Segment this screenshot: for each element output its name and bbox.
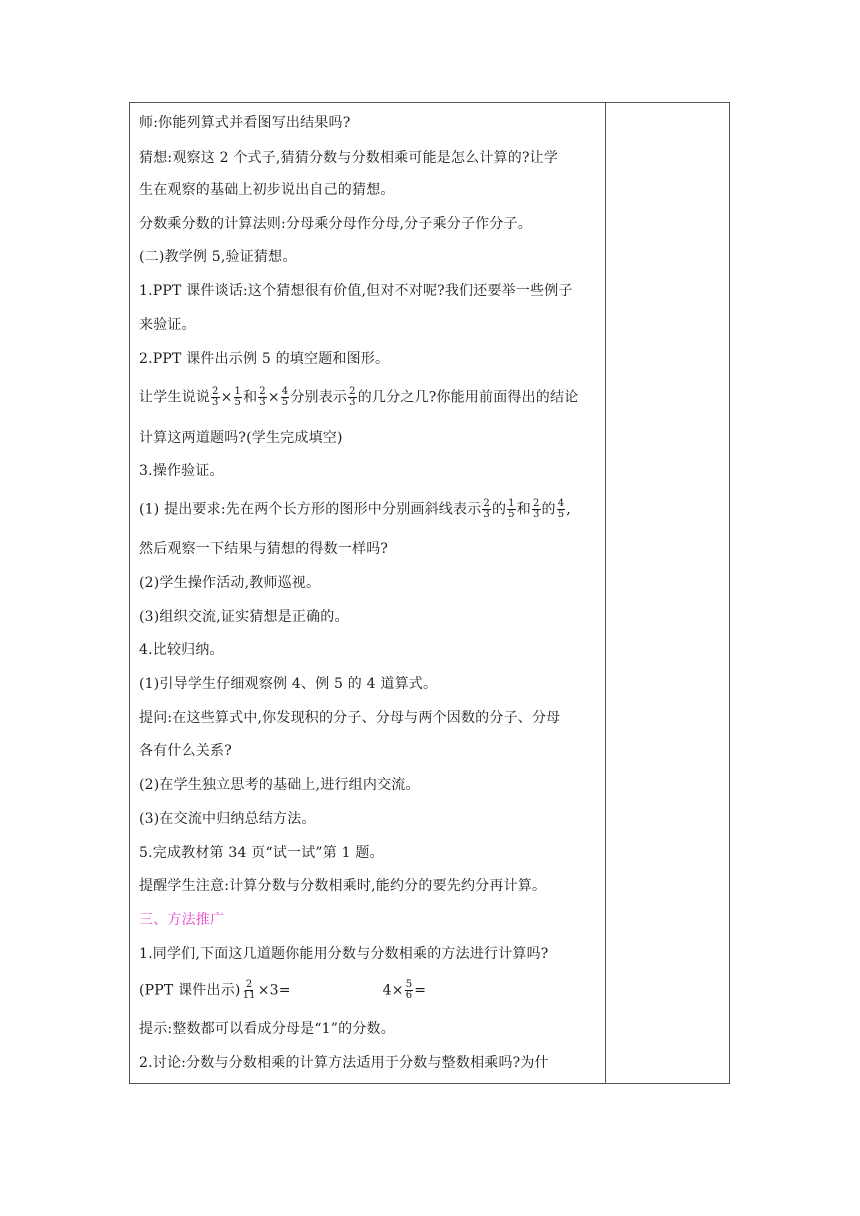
text-segment: ×3=	[257, 982, 291, 999]
fraction	[258, 387, 267, 408]
text-segment: 让学生说说	[139, 389, 210, 406]
notes-cell	[606, 103, 729, 1083]
text-line: 4.比较归纳。	[139, 642, 224, 658]
text-segment: 的	[541, 501, 556, 518]
text-line: 生在观察的基础上初步说出自己的猜想。	[139, 182, 395, 198]
text-line: (2)学生操作活动,教师巡视。	[139, 575, 321, 591]
denominator: 5	[234, 397, 242, 408]
text-segment: ,	[566, 501, 571, 518]
fraction	[482, 499, 491, 520]
fraction	[405, 980, 414, 1001]
fraction	[557, 499, 566, 520]
text-line: 计算这两道题吗?(学生完成填空)	[139, 430, 343, 446]
fraction	[242, 980, 257, 1001]
text-line: 师:你能列算式并看图写出结果吗?	[139, 115, 351, 131]
fraction	[348, 387, 357, 408]
numerator: 2	[349, 386, 356, 397]
text-line: 3.操作验证。	[139, 463, 224, 479]
numerator: 2	[532, 498, 540, 509]
denominator: 6	[405, 990, 413, 1001]
numerator: 2	[245, 979, 253, 990]
denominator: 3	[259, 397, 266, 408]
text-line: 2.PPT 课件出示例 5 的填空题和图形。	[139, 351, 390, 367]
text-segment: 分别表示	[290, 389, 348, 406]
fraction	[281, 387, 290, 408]
text-segment: 和	[516, 501, 531, 518]
text-line-with-fractions	[139, 980, 426, 1001]
numerator: 4	[557, 498, 565, 509]
numerator: 1	[234, 386, 242, 397]
text-segment: 和	[243, 389, 258, 406]
text-line: 5.完成教材第 34 页“试一试”第 1 题。	[139, 845, 384, 861]
text-line: 分数乘分数的计算法则:分母乘分母作分母,分子乘分子作分子。	[139, 216, 532, 232]
denominator: 3	[532, 509, 540, 520]
text-line: (3)组织交流,证实猜想是正确的。	[139, 609, 349, 625]
numerator: 2	[212, 386, 219, 397]
fraction	[211, 387, 220, 408]
text-segment: (1) 提出要求:先在两个长方形的图形中分别画斜线表示	[139, 501, 482, 518]
text-segment: 4×	[382, 982, 404, 999]
section-heading: 三、方法推广	[139, 912, 225, 928]
fraction	[507, 499, 516, 520]
text-line: (二)教学例 5,验证猜想。	[139, 249, 297, 265]
numerator: 5	[405, 979, 413, 990]
denominator: 5	[281, 397, 289, 408]
text-line: 提问:在这些算式中,你发现积的分子、分母与两个因数的分子、分母	[139, 710, 561, 726]
text-segment: =	[414, 982, 427, 999]
numerator: 4	[281, 386, 289, 397]
text-line: 提醒学生注意:计算分数与分数相乘时,能约分的要先约分再计算。	[139, 878, 547, 894]
fraction	[234, 387, 243, 408]
denominator: 5	[557, 509, 565, 520]
text-segment: (PPT 课件出示)	[139, 982, 241, 999]
text-line: 各有什么关系?	[139, 743, 232, 759]
text-segment: 的	[491, 501, 507, 518]
lesson-table	[129, 102, 730, 1084]
text-line: 提示:整数都可以看成分母是“1”的分数。	[139, 1021, 395, 1037]
text-line: 来验证。	[139, 317, 196, 333]
fraction	[532, 499, 541, 520]
text-line-with-fractions	[139, 499, 571, 520]
text-line: 1.同学们,下面这几道题你能用分数与分数相乘的方法进行计算吗?	[139, 946, 549, 962]
numerator: 2	[259, 386, 266, 397]
text-line: (3)在交流中归纳总结方法。	[139, 811, 316, 827]
denominator: 5	[508, 509, 515, 520]
text-line: 猜想:观察这 2 个式子,猜猜分数与分数相乘可能是怎么计算的?让学	[139, 150, 559, 166]
text-line: 然后观察一下结果与猜想的得数一样吗?	[139, 541, 389, 557]
text-line: 1.PPT 课件谈话:这个猜想很有价值,但对不对呢?我们还要举一些例子	[139, 283, 573, 299]
text-line-with-fractions	[139, 387, 578, 408]
denominator: 3	[349, 397, 356, 408]
denominator: 3	[212, 397, 219, 408]
numerator: 1	[508, 498, 515, 509]
denominator: 11	[242, 990, 256, 1001]
times-sign: ×	[267, 389, 280, 406]
text-line: 2.讨论:分数与分数相乘的计算方法适用于分数与整数相乘吗?为什	[139, 1055, 549, 1071]
numerator: 2	[483, 498, 490, 509]
text-segment: 的几分之几?你能用前面得出的结论	[357, 389, 579, 406]
text-line: (2)在学生独立思考的基础上,进行组内交流。	[139, 777, 420, 793]
times-sign: ×	[220, 389, 233, 406]
text-line: (1)引导学生仔细观察例 4、例 5 的 4 道算式。	[139, 676, 438, 692]
denominator: 3	[483, 509, 490, 520]
